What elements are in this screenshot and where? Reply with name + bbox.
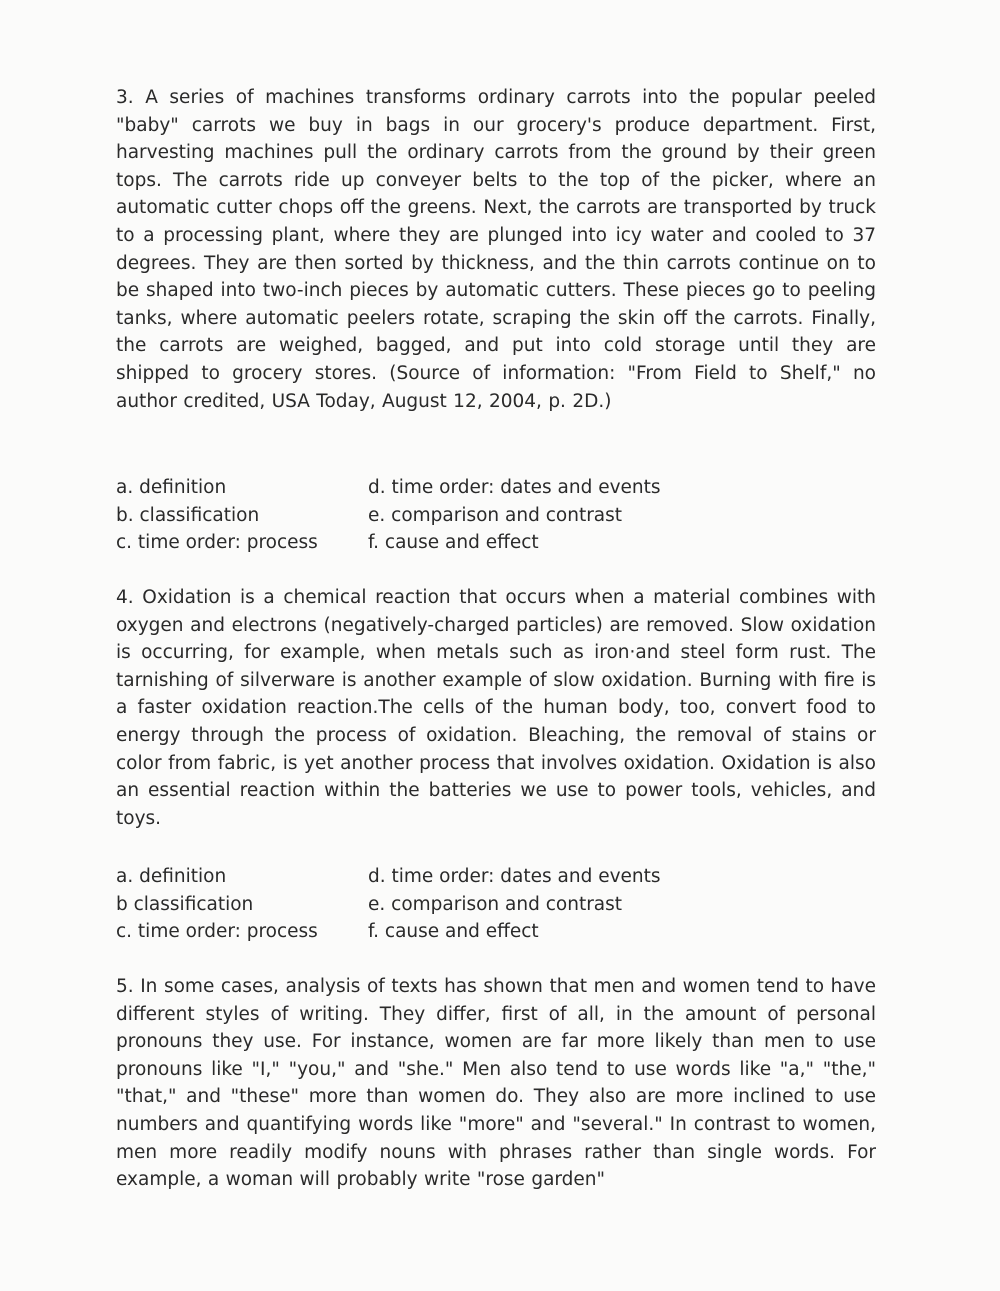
option-row [116,529,661,557]
option-b: b. classification [116,504,260,526]
question-3-options [116,474,661,557]
option-e: e. comparison and contrast [368,504,623,526]
option-d: d. time order: dates and events [368,866,661,887]
question-3-passage: 3. A series of machines transforms ordinary carrots into the popular peeled "baby" carrots we buy in bags in our grocery's produce department. First, harvesting machines pull the ordinary carrots from the ground by their green tops. The carrots ride up conveyer belts to the top of the picker, where an automatic cutter chops off the greens. Next, the carrots are transported by truck to a processing plant, where they are plunged into icy water and cooled to 37 degrees. They are then sorted by thickness, and the thin carrots continue on to be shaped into two-inch pieces by automatic cutters. These pieces go to peeling tanks, where automatic peelers rotate, scraping the skin off the carrots. Finally, the carrots are weighed, bagged, and put into cold storage until they are shipped to grocery stores. (Source of information: "From Field to Shelf," no author credited, USA Today, August 12, 2004, p. 2D.) [116,87,876,412]
option-row [116,474,661,502]
option-row [116,918,661,946]
option-row [116,863,661,891]
option-f: f. cause and effect [368,532,539,554]
option-b: b classification [116,893,254,915]
option-c: c. time order: process [116,921,318,943]
question-4-passage: 4. Oxidation is a chemical reaction that occurs when a material combines with oxygen and electrons (negatively-charged particles) are removed. Slow oxidation is occurring, for example, when metals such as iron·and steel form rust. The tarnishing of silverware is another example of slow oxidation. Burning with fire is a faster oxidation reaction.The cells of the human body, too, convert food to energy through the process of oxidation. Bleaching, the removal of stains or color from fabric, is yet another process that involves oxidation. Oxidation is also an essential reaction within the batteries we use to power tools, vehicles, and toys. [116,587,876,829]
option-d: d. time order: dates and events [368,477,661,498]
option-row [116,502,661,530]
option-a: a. definition [116,477,227,498]
option-e: e. comparison and contrast [368,893,623,915]
question-5-passage: 5. In some cases, analysis of texts has shown that men and women tend to have different styles of writing. They differ, first of all, in the amount of personal pronouns they use. For instance, women are far more likely than men to use pronouns like "I," "you," and "she." Men also tend to use words like "a," "the," "that," and "these" more than women do. They also are more inclined to use numbers and quantifying words like "more" and "several." In contrast to women, men more readily modify nouns with phrases rather than single words. For example, a woman will probably write "rose garden" [116,976,876,1191]
question-4-options [116,863,661,946]
option-a: a. definition [116,866,227,887]
option-c: c. time order: process [116,532,318,554]
option-row [116,891,661,919]
option-f: f. cause and effect [368,921,539,943]
